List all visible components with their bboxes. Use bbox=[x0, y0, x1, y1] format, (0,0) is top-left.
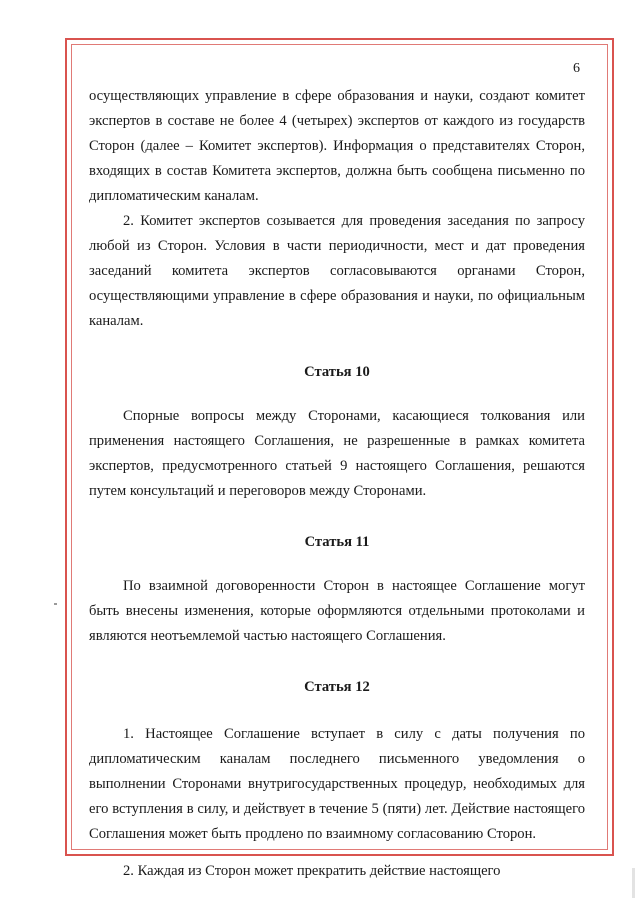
document-body bbox=[89, 84, 585, 884]
article-12-title: Статья 12 bbox=[304, 679, 370, 695]
page-number: 6 bbox=[573, 61, 580, 76]
scan-speck bbox=[54, 603, 57, 605]
article-11-title: Статья 11 bbox=[304, 534, 370, 550]
scan-edge-mark bbox=[632, 868, 635, 898]
article-11-text: По взаимной договоренности Сторон в настоящее Соглашение могут быть внесены изменения, которые оформляются отдельными протоколами и являются неотъемлемой частью настоящего Соглашения. bbox=[89, 578, 585, 644]
article-12-clause-1: 1. Настоящее Соглашение вступает в силу с даты получения по дипломатическим каналам последнего письменного уведомления о выполнении Сторонами внутригосударственных процедур, необходимых для его вступления в силу, и действует в течение 5 (пяти) лет. Действие настоящего Соглашения может быть продлено по взаимному согласованию Сторон. bbox=[89, 726, 585, 842]
article-10-text: Спорные вопросы между Сторонами, касающиеся толкования или применения настоящего Соглашения, не разрешенные в рамках комитета экспертов, предусмотренного статьей 9 настоящего Соглашения, решаются путем консультаций и переговоров между Сторонами. bbox=[89, 408, 585, 499]
paragraph-continuation: осуществляющих управление в сфере образования и науки, создают комитет экспертов в составе не более 4 (четырех) экспертов от каждого из государств Сторон (далее – Комитет экспертов). Информация о представителях Сторон, входящих в состав Комитета экспертов, должна быть сообщена письменно по дипломатическим каналам. bbox=[89, 88, 585, 204]
article-10-title: Статья 10 bbox=[304, 364, 370, 380]
paragraph-clause-2: 2. Комитет экспертов созывается для проведения заседания по запросу любой из Сторон. Условия в части периодичности, мест и дат проведения заседаний комитета экспертов согласовываются органами Сторон, осуществляющими управление в сфере образования и науки, по официальным каналам. bbox=[89, 213, 585, 329]
article-12-clause-2: 2. Каждая из Сторон может прекратить действие настоящего bbox=[123, 863, 501, 879]
